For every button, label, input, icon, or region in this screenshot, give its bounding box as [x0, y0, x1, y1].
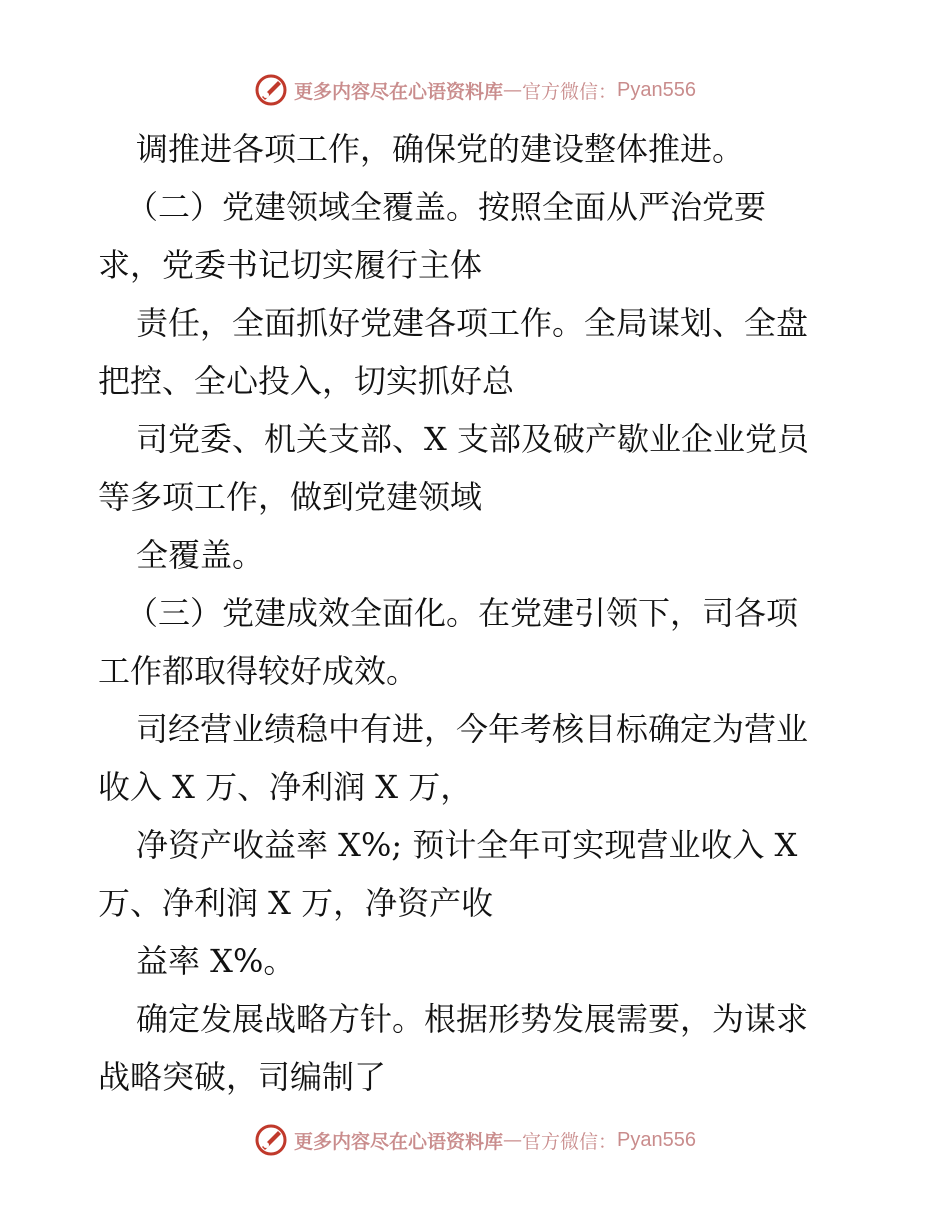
body-line: 确定发展战略方针。根据形势发展需要，为谋求	[136, 1000, 809, 1038]
body-line: （三）党建成效全面化。在党建引领下，司各项	[126, 594, 799, 632]
logo-icon	[254, 1123, 288, 1157]
body-line: 司经营业绩稳中有进，今年考核目标确定为营业	[136, 710, 809, 748]
banner-wechat-label: 官方微信：	[522, 80, 618, 103]
body-line: 司党委、机关支部、X 支部及破产歇业企业党员	[136, 420, 809, 458]
body-line: 责任，全面抓好党建各项工作。全局谋划、全盘	[136, 304, 809, 342]
body-line: 把控、全心投入，切实抓好总	[98, 362, 515, 400]
header-banner	[0, 70, 950, 110]
footer-banner	[0, 1120, 950, 1160]
body-line: 战略突破，司编制了	[98, 1058, 387, 1096]
body-line: 调推进各项工作，确保党的建设整体推进。	[136, 130, 745, 168]
banner-separator: —	[503, 79, 523, 101]
body-line: 净资产收益率 X%; 预计全年可实现营业收入 X	[136, 826, 798, 864]
body-line: （二）党建领域全覆盖。按照全面从严治党要	[126, 188, 767, 226]
banner-wechat-id: Pyan556	[617, 1128, 696, 1151]
document-body	[98, 120, 858, 1106]
body-line: 收入 X 万、净利润 X 万，	[98, 768, 473, 806]
banner-separator: —	[503, 1129, 523, 1151]
logo-icon	[254, 73, 288, 107]
body-line: 工作都取得较好成效。	[98, 652, 419, 690]
body-line: 求，党委书记切实履行主体	[98, 246, 483, 284]
banner-text: 更多内容尽在心语资料库	[294, 1130, 504, 1153]
body-line: 全覆盖。	[136, 536, 265, 574]
banner-wechat-label: 官方微信：	[522, 1130, 618, 1153]
body-line: 等多项工作，做到党建领域	[98, 478, 483, 516]
banner-text: 更多内容尽在心语资料库	[294, 80, 504, 103]
body-line: 万、净利润 X 万，净资产收	[98, 884, 494, 922]
banner-wechat-id: Pyan556	[617, 78, 696, 101]
body-line: 益率 X%。	[136, 942, 296, 980]
